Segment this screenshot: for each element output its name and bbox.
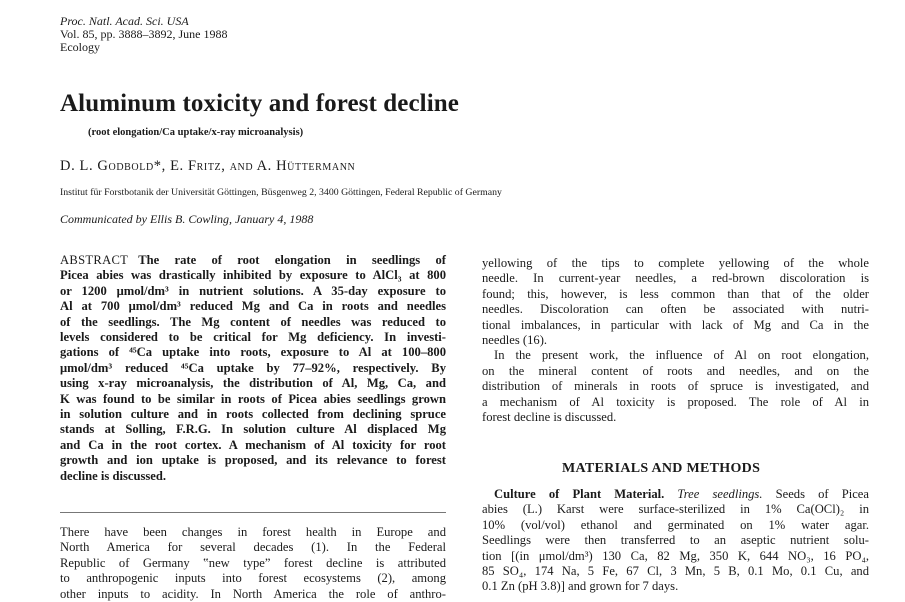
abstract-line: stands at Solling, F.R.G. In solution culture Al displaced Mg	[60, 422, 446, 437]
divider	[60, 512, 446, 513]
methods-line: Culture of Plant Material. Tree seedlings. Seeds of Picea	[494, 487, 869, 501]
intro-line: There have been changes in forest health in Europe and	[60, 525, 446, 539]
abstract-line: using x-ray microanalysis, the distribution of Al, Mg, Ca, and	[60, 376, 446, 391]
abstract-line: gations of ⁴⁵Ca uptake into roots, exposure to Al at 100–800	[60, 345, 446, 360]
methods-line: 85 SO₄, 174 Na, 5 Fe, 67 Cl, 3 Mn, 5 B, 0.1 Mo, 0.1 Cu, and	[482, 564, 869, 579]
body-line: a mechanism of Al toxicity is proposed. The role of Al in	[482, 394, 869, 409]
paper-title: Aluminum toxicity and forest decline	[60, 90, 459, 117]
abstract	[60, 253, 446, 484]
methods-text	[482, 487, 869, 595]
body-line: found; this, however, is less common than that of the older	[482, 286, 869, 301]
intro-line: Republic of Germany ‟new type” forest decline is attributed	[60, 555, 446, 570]
methods-line: tion [(in μmol/dm³) 130 Ca, 82 Mg, 350 K, 644 NO₃, 16 PO₄,	[482, 548, 869, 563]
section-heading-methods: MATERIALS AND METHODS	[562, 461, 761, 476]
methods-line: 0.1 Zn (pH 3.8)] and grown for 7 days.	[482, 579, 679, 594]
keywords: (root elongation/Ca uptake/x-ray microanalysis)	[88, 127, 304, 138]
abstract-line: μmol/dm³ reduced ⁴⁵Ca uptake by 77–92%, respectively. By	[60, 360, 446, 375]
abstract-line: K was found to be similar in roots of Picea abies seedlings grown	[60, 391, 446, 406]
journal-header	[60, 15, 227, 54]
abstract-line: or 1200 μmol/dm³ in nutrient solutions. A 35-day exposure to	[60, 283, 446, 298]
abstract-line: growth and ion uptake is proposed, and its relevance to forest	[60, 453, 446, 468]
abstract-line: ABSTRACT The rate of root elongation in seedlings of	[60, 253, 446, 267]
authors: D. L. Godbold*, E. Fritz, and A. Hüttermann	[60, 158, 356, 174]
abstract-line: levels considered to be critical for Mg deficiency. In investi-	[60, 330, 446, 345]
intro-line: other inputs to acidity. In North America the role of anthro-	[60, 586, 446, 601]
abstract-line: Picea abies was drastically inhibited by exposure to AlCl₃ at 800	[60, 268, 446, 283]
body-line: tional imbalances, in particular with lack of Mg and Ca in the	[482, 317, 869, 332]
abstract-line: and Ca in the root cortex. A mechanism of Al toxicity for root	[60, 437, 446, 452]
journal-volume: Vol. 85, pp. 3888–3892, June 1988	[60, 27, 228, 41]
subhead: Tree seedlings.	[677, 487, 763, 501]
abstract-line: in solution culture and in roots collected from declining spruce	[60, 407, 446, 422]
introduction	[60, 525, 446, 602]
body-line: yellowing of the tips to complete yellowing of the whole	[482, 256, 869, 270]
abstract-label: ABSTRACT	[60, 253, 129, 267]
methods-line: Seedlings were then transferred to an aseptic nutrient solu-	[482, 533, 869, 548]
abstract-line: Al at 700 μmol/dm³ reduced Mg and Ca in roots and needles	[60, 299, 446, 314]
body-line: In the present work, the influence of Al on root elongation,	[494, 348, 869, 363]
body-line: needles. Discoloration can often be associated with nutri-	[482, 302, 869, 317]
communicated-by: Communicated by Ellis B. Cowling, January 4, 1988	[60, 212, 314, 226]
body-line: on the mineral content of roots and needles, and on the	[482, 363, 869, 378]
body-line: needles (16).	[482, 333, 548, 348]
body-line: forest decline is discussed.	[482, 410, 617, 425]
abstract-line: of the seedlings. The Mg content of needles was reduced to	[60, 314, 446, 329]
journal-section: Ecology	[60, 40, 100, 54]
right-column-text	[482, 256, 869, 425]
intro-line: North America for several decades (1). In the Federal	[60, 540, 446, 555]
run-in-head: Culture of Plant Material.	[494, 487, 665, 501]
methods-line: 10% (vol/vol) ethanol and germinated on 1% water agar.	[482, 517, 869, 532]
body-line: needle. In current-year needles, a red-brown discoloration is	[482, 271, 869, 286]
journal-name: Proc. Natl. Acad. Sci. USA	[60, 14, 189, 28]
affiliation: Institut für Forstbotanik der Universität Göttingen, Büsgenweg 2, 3400 Göttingen, Federal Republic of Germany	[60, 187, 502, 198]
abstract-line: decline is discussed.	[60, 468, 167, 483]
intro-line: to anthropogenic inputs into forest ecosystems (2), among	[60, 571, 446, 586]
methods-line: abies (L.) Karst were surface-sterilized in 1% Ca(OCl)₂ in	[482, 502, 869, 517]
body-line: distribution of minerals in roots of spruce is investigated, and	[482, 379, 869, 394]
